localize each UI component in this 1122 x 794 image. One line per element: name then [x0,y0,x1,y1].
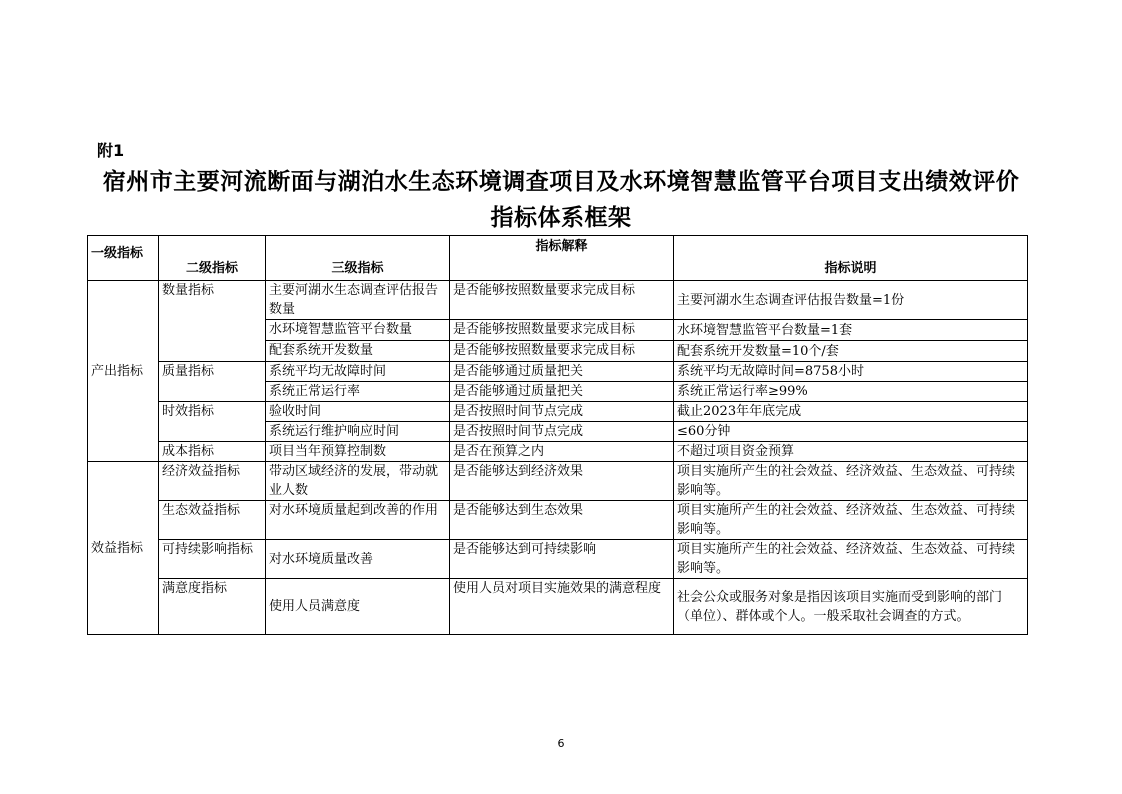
cell-description: 项目实施所产生的社会效益、经济效益、生态效益、可持续影响等。 [674,501,1028,540]
cell-level3: 主要河湖水生态调查评估报告数量 [266,281,450,320]
cell-description: 不超过项目资金预算 [674,442,1028,462]
cell-explanation: 是否能够达到生态效果 [450,501,674,540]
cell-level3: 系统正常运行率 [266,382,450,402]
cell-description: 项目实施所产生的社会效益、经济效益、生态效益、可持续影响等。 [674,462,1028,501]
header-description: 指标说明 [674,236,1028,281]
table-row [88,462,1028,501]
cell-description: 项目实施所产生的社会效益、经济效益、生态效益、可持续影响等。 [674,540,1028,579]
document-title-line1: 宿州市主要河流断面与湖泊水生态环境调查项目及水环境智慧监管平台项目支出绩效评价 [102,169,1020,195]
cell-level3: 系统平均无故障时间 [266,362,450,382]
header-level2: 二级指标 [159,236,266,281]
table-header-row [88,236,1028,281]
cell-explanation: 是否能够按照数量要求完成目标 [450,281,674,320]
level1-benefit: 效益指标 [88,462,159,635]
cell-level3: 水环境智慧监管平台数量 [266,320,450,341]
cell-explanation: 是否按照时间节点完成 [450,422,674,442]
cell-description: 主要河湖水生态调查评估报告数量=1份 [674,281,1028,320]
cell-explanation: 是否在预算之内 [450,442,674,462]
table-row [88,281,1028,320]
cell-level3: 使用人员满意度 [266,579,450,635]
indicator-table [87,235,1028,635]
cell-explanation: 是否按照时间节点完成 [450,402,674,422]
header-level3: 三级指标 [266,236,450,281]
table-row [88,501,1028,540]
cell-level3: 对水环境质量起到改善的作用 [266,501,450,540]
header-explanation: 指标解释 [450,236,674,281]
document-title-line2: 指标体系框架 [490,205,632,231]
level2-economic: 经济效益指标 [159,462,266,501]
cell-description: ≤60分钟 [674,422,1028,442]
cell-level3: 项目当年预算控制数 [266,442,450,462]
cell-description: 配套系统开发数量=10个/套 [674,341,1028,362]
table-row [88,402,1028,422]
cell-explanation: 是否能够按照数量要求完成目标 [450,341,674,362]
header-level1: 一级指标 [88,236,159,281]
cell-explanation: 使用人员对项目实施效果的满意程度 [450,579,674,635]
cell-description: 系统正常运行率≥99% [674,382,1028,402]
level2-quantity: 数量指标 [159,281,266,362]
level2-sustainability: 可持续影响指标 [159,540,266,579]
level2-quality: 质量指标 [159,362,266,402]
annex-label: 附1 [97,141,125,160]
cell-level3: 带动区域经济的发展，带动就业人数 [266,462,450,501]
cell-level3: 系统运行维护响应时间 [266,422,450,442]
table-row [88,442,1028,462]
level2-cost: 成本指标 [159,442,266,462]
cell-explanation: 是否能够达到经济效果 [450,462,674,501]
cell-level3: 验收时间 [266,402,450,422]
level2-timeliness: 时效指标 [159,402,266,442]
cell-level3: 配套系统开发数量 [266,341,450,362]
cell-level3: 对水环境质量改善 [266,540,450,579]
level2-satisfaction: 满意度指标 [159,579,266,635]
cell-description: 水环境智慧监管平台数量=1套 [674,320,1028,341]
cell-explanation: 是否能够按照数量要求完成目标 [450,320,674,341]
table-row [88,579,1028,635]
page-number: 6 [557,737,565,750]
cell-explanation: 是否能够通过质量把关 [450,382,674,402]
cell-description: 社会公众或服务对象是指因该项目实施而受到影响的部门（单位）、群体或个人。一般采取社会调查的方式。 [674,579,1028,635]
cell-explanation: 是否能够通过质量把关 [450,362,674,382]
cell-explanation: 是否能够达到可持续影响 [450,540,674,579]
cell-description: 截止2023年年底完成 [674,402,1028,422]
cell-description: 系统平均无故障时间=8758小时 [674,362,1028,382]
table-row [88,362,1028,382]
level2-ecological: 生态效益指标 [159,501,266,540]
table-row [88,540,1028,579]
level1-output: 产出指标 [88,281,159,462]
